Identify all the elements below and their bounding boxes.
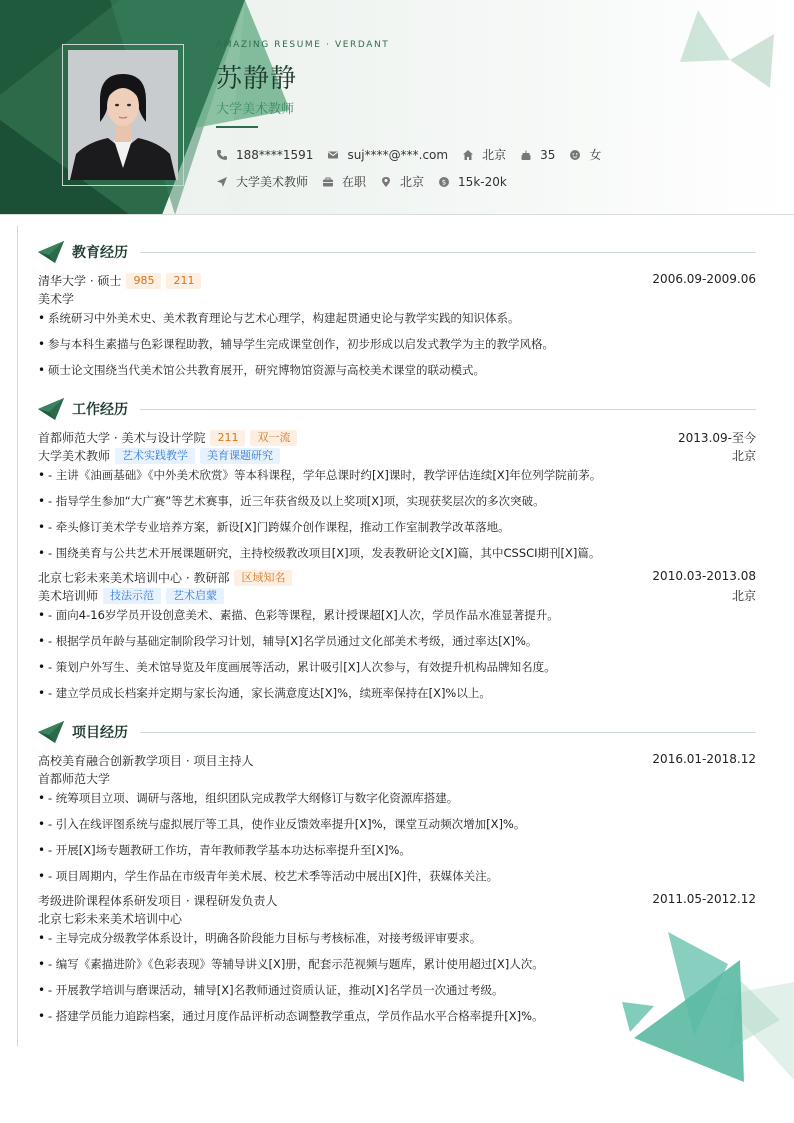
candidate-name: 苏静静 xyxy=(216,64,298,94)
project-name: 考级进阶课程体系研发项目 · 课程研发负责人 xyxy=(38,894,278,908)
candidate-title: 大学美术教师 xyxy=(216,102,295,117)
mail-icon xyxy=(327,149,339,161)
work-entry-header xyxy=(38,429,756,447)
work-bullets xyxy=(38,467,756,571)
section-education-header xyxy=(38,240,756,264)
header-divider xyxy=(0,214,794,215)
list-item: • 参与本科生素描与色彩课程助教，辅导学生完成课堂创作，初步形成以启发式教学为主的教学风格。 xyxy=(38,336,756,362)
education-date: 2006.09-2009.06 xyxy=(652,272,756,286)
employer-name: 北京七彩未来美术培训中心 · 教研部 xyxy=(38,571,230,585)
work-date: 2010.03-2013.08 xyxy=(652,569,756,583)
list-item: • - 主讲《油画基础》《中外美术欣赏》等本科课程，学年总课时约[X]课时，教学评估连续[X]年位列学院前茅。 xyxy=(38,467,756,493)
left-timeline-rule xyxy=(17,226,18,1046)
salary-icon xyxy=(438,176,450,188)
list-item: • - 建立学员成长档案并定期与家长沟通，家长满意度达[X]%，续班率保持在[X]%以上。 xyxy=(38,685,756,711)
cake-icon xyxy=(520,149,532,161)
school-tag: 211 xyxy=(166,273,201,289)
work-role-line xyxy=(38,447,756,465)
project-bullets xyxy=(38,790,756,894)
list-item: • - 指导学生参加“大广赛”等艺术赛事，近三年获省级及以上奖项[X]项，实现获奖层次的多次突破。 xyxy=(38,493,756,519)
phone-icon xyxy=(216,149,228,161)
work-bullets xyxy=(38,607,756,711)
section-title: 工作经历 xyxy=(72,402,128,418)
info-target-city xyxy=(380,173,424,190)
list-item: • - 牵头修订美术学专业培养方案，新设[X]门跨媒介创作课程，推动工作室制教学改革落地。 xyxy=(38,519,756,545)
list-item: • - 主导完成分级教学体系设计，明确各阶段能力目标与考核标准，对接考级评审要求。 xyxy=(38,930,756,956)
resume-tagline: AMAZING RESUME · VERDANT xyxy=(216,40,390,50)
project-bullets xyxy=(38,930,756,1034)
list-item: • - 开展教学培训与磨课活动，辅导[X]名教师通过资质认证，推动[X]名学员一次通过考级。 xyxy=(38,982,756,1008)
list-item: • - 围绕美育与公共艺术开展课题研究，主持校级教改项目[X]项，发表教研论文[X]篇，其中CSSCI期刊[X]篇。 xyxy=(38,545,756,571)
project-entry-header xyxy=(38,752,756,770)
role-tag: 美育课题研究 xyxy=(200,448,280,464)
paper-plane-icon xyxy=(38,398,64,420)
age-text: 35 xyxy=(540,147,556,162)
school-name: 清华大学 · 硕士 xyxy=(38,274,122,288)
send-icon xyxy=(216,176,228,188)
work-date: 2013.09-至今 xyxy=(678,431,756,445)
education-major-line xyxy=(38,290,756,308)
section-divider xyxy=(140,732,756,733)
school-tag: 985 xyxy=(126,273,161,289)
education-bullets xyxy=(38,310,756,388)
info-target-job xyxy=(216,173,308,190)
info-gender xyxy=(569,146,601,163)
employer-tag: 211 xyxy=(210,430,245,446)
list-item: • - 根据学员年龄与基础定制阶段学习计划，辅导[X]名学员通过文化部美术考级，通过率达[X]%。 xyxy=(38,633,756,659)
project-name: 高校美育融合创新教学项目 · 项目主持人 xyxy=(38,754,254,768)
profile-photo xyxy=(68,50,178,180)
project-org: 首都师范大学 xyxy=(38,772,111,786)
gender-text: 女 xyxy=(589,148,602,162)
target-city-text: 北京 xyxy=(400,175,425,189)
info-phone xyxy=(216,148,313,162)
employer-tag: 区域知名 xyxy=(234,570,292,586)
salary-text: 15k-20k xyxy=(458,174,507,189)
work-location: 北京 xyxy=(731,589,756,603)
list-item: • 系统研习中外美术史、美术教育理论与艺术心理学，构建起贯通史论与教学实践的知识体系。 xyxy=(38,310,756,336)
list-item: • - 项目周期内，学生作品在市级青年美术展、校艺术季等活动中展出[X]件，获媒体关注。 xyxy=(38,868,756,894)
resume-header xyxy=(0,0,794,215)
project-org: 北京七彩未来美术培训中心 xyxy=(38,912,183,926)
job-intent-row xyxy=(216,173,521,190)
list-item: • - 开展[X]场专题教研工作坊，青年教师教学基本功达标率提升至[X]%。 xyxy=(38,842,756,868)
home-icon xyxy=(462,149,474,161)
section-divider xyxy=(140,252,756,253)
section-projects-header xyxy=(38,720,756,744)
info-email xyxy=(327,148,448,162)
svg-text:$: $ xyxy=(441,178,447,187)
list-item: • - 策划户外写生、美术馆导览及年度画展等活动，累计吸引[X]人次参与，有效提升机构品牌知名度。 xyxy=(38,659,756,685)
employer-name: 首都师范大学 · 美术与设计学院 xyxy=(38,431,206,445)
role-tag: 技法示范 xyxy=(103,588,161,604)
project-date: 2016.01-2018.12 xyxy=(652,752,756,766)
list-item: • 硕士论文围绕当代美术馆公共教育展开，研究博物馆资源与高校美术课堂的联动模式。 xyxy=(38,362,756,388)
role-tag: 艺术实践教学 xyxy=(115,448,195,464)
info-salary xyxy=(438,175,507,189)
paper-plane-icon xyxy=(38,241,64,263)
section-title: 教育经历 xyxy=(72,245,128,261)
work-location: 北京 xyxy=(731,449,756,463)
major-name: 美术学 xyxy=(38,292,75,306)
role-tag: 艺术启蒙 xyxy=(166,588,224,604)
section-divider xyxy=(140,409,756,410)
section-work-header xyxy=(38,397,756,421)
target-job-text: 大学美术教师 xyxy=(236,175,309,189)
email-text: suj****@***.com xyxy=(347,147,449,162)
paper-plane-icon xyxy=(38,721,64,743)
work-role-line xyxy=(38,587,756,605)
list-item: • - 搭建学员能力追踪档案，通过月度作品评析动态调整教学重点，学员作品水平合格率提升[X]%。 xyxy=(38,1008,756,1034)
list-item: • - 编写《素描进阶》《色彩表现》等辅导讲义[X]册，配套示范视频与题库，累计使用超过[X]人次。 xyxy=(38,956,756,982)
work-entry-header xyxy=(38,569,756,587)
location-icon xyxy=(380,176,392,188)
contact-info-row xyxy=(216,146,615,163)
role-name: 大学美术教师 xyxy=(38,449,111,463)
info-status xyxy=(322,173,366,190)
list-item: • - 引入在线评图系统与虚拟展厅等工具，使作业反馈效率提升[X]%，课堂互动频次增加[X]%。 xyxy=(38,816,756,842)
education-entry-header xyxy=(38,272,756,290)
briefcase-icon xyxy=(322,176,334,188)
project-date: 2011.05-2012.12 xyxy=(652,892,756,906)
list-item: • - 统筹项目立项、调研与落地，组织团队完成教学大纲修订与数字化资源库搭建。 xyxy=(38,790,756,816)
status-text: 在职 xyxy=(342,175,367,189)
info-age xyxy=(520,148,555,162)
phone-text: 188****1591 xyxy=(236,147,314,162)
employer-tag: 双一流 xyxy=(250,430,297,446)
project-entry-header xyxy=(38,892,756,910)
list-item: • - 面向4-16岁学员开设创意美术、素描、色彩等课程，累计授课超[X]人次，学员作品水准显著提升。 xyxy=(38,607,756,633)
gender-icon xyxy=(569,149,581,161)
title-underline xyxy=(216,126,258,128)
role-name: 美术培训师 xyxy=(38,589,99,603)
section-title: 项目经历 xyxy=(72,725,128,741)
hometown-text: 北京 xyxy=(482,148,507,162)
project-org-line xyxy=(38,770,756,788)
info-hometown xyxy=(462,146,506,163)
